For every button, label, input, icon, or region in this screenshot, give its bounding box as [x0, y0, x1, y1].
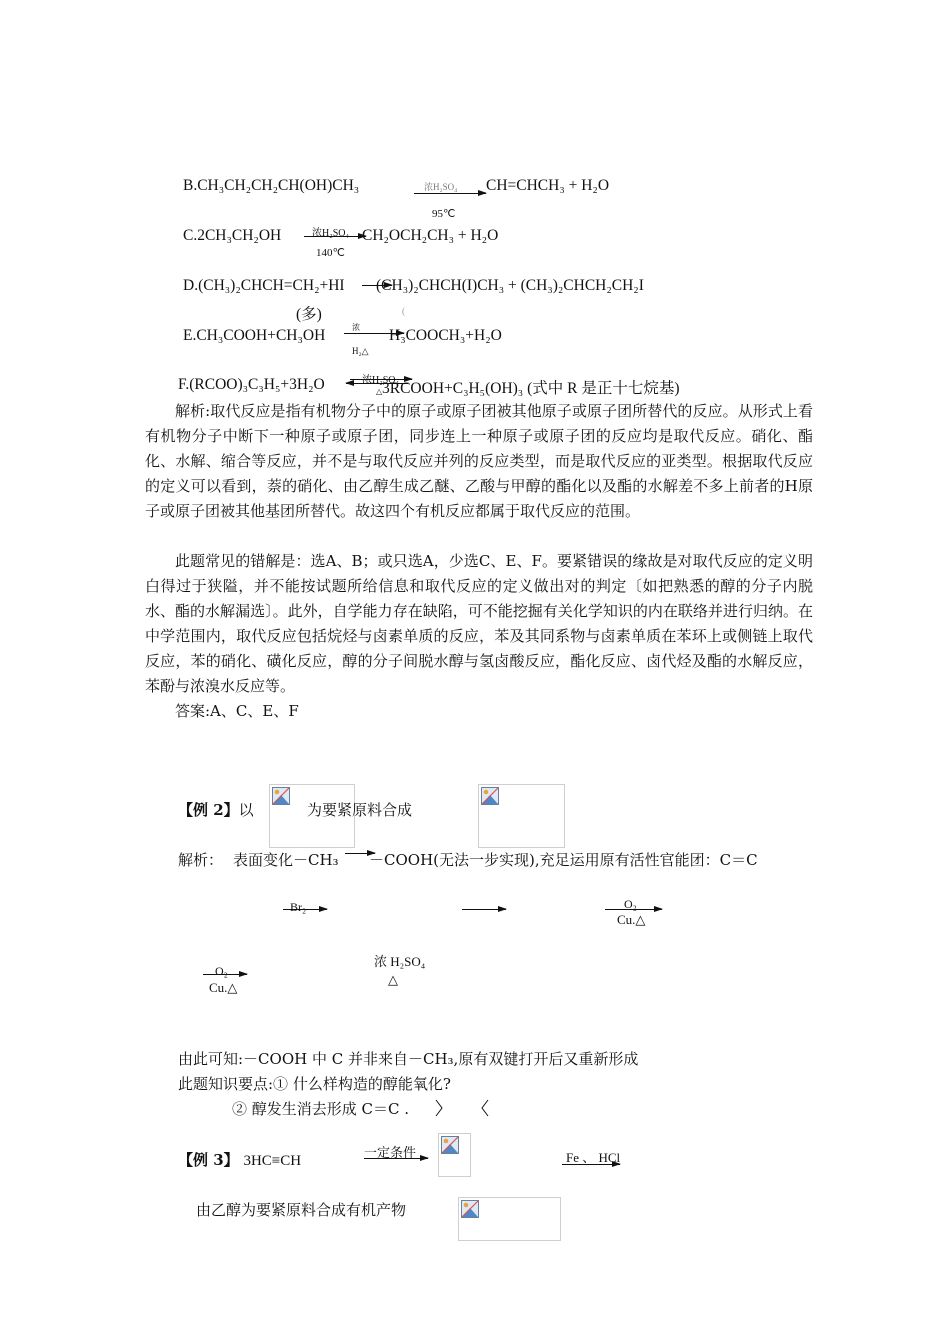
- example3-condition-1: 一定条件: [364, 1146, 417, 1161]
- example3-arrow-2: [562, 1164, 620, 1165]
- route-step1-arrow: [283, 909, 327, 910]
- example2-tag: [178, 799, 254, 820]
- route-step5-reagent: 浓 H₂SO₄: [374, 954, 426, 969]
- reaction-e-left: E.CH₃COOH+CH₃OH: [183, 327, 326, 344]
- bond-bracket-mark: [434, 1098, 494, 1120]
- example3-intermediate-image: [438, 1133, 471, 1177]
- reaction-b-right: CH=CHCH₃ + H₂O: [486, 177, 610, 194]
- example3-product-image: [458, 1197, 561, 1241]
- broken-image-icon: [481, 787, 499, 805]
- route-step3-reagent: O₂: [624, 897, 637, 911]
- reaction-d-minor-mark: (: [402, 306, 405, 316]
- broken-image-icon: [441, 1136, 459, 1154]
- example3-condition-2: Fe 、 HCl: [566, 1150, 621, 1165]
- route-step3-condition: Cu.△: [617, 912, 646, 927]
- example2-product-image: [478, 784, 565, 848]
- reaction-f-condition-above: 浓H₂SO₄: [362, 375, 399, 386]
- reaction-c-condition-above: 浓H₂SO₄: [312, 228, 349, 239]
- reaction-f-right: 3RCOOH+C₃H₅(OH)₃ (式中 R 是正十七烷基): [382, 380, 680, 397]
- example2-analysis-text-a: 表面变化－CH₃: [233, 851, 339, 869]
- analysis-paragraph-2: 此题常见的错解是：选A、B；或只选A，少选C、E、F。要紧错误的缘故是对取代反应的定义明白得过于狭隘，并不能按试题所给信息和取代反应的定义做出对的判定〔如把熟悉的醇的分子内脱水、酯的水解漏选〕。此外，自学能力存在缺陷，可不能挖掘有关化学知识的内在联络并进行归纳。在中学范围内，取代反应包括烷烃与卤素单质的反应，苯及其同系物与卤素单质在苯环上或侧链上取代反应，苯的硝化、磺化反应，醇的分子间脱水醇与氢卤酸反应，酯化反应、卤代烃及酯的水解反应，苯酚与浓溴水反应等。: [145, 552, 813, 695]
- reaction-c-left: C.2CH₃CH₂OH: [183, 227, 282, 244]
- route-step3-arrow: [605, 909, 662, 910]
- reaction-d-left: D.(CH₃)₂CHCH=CH₂+HI: [183, 277, 345, 294]
- example2-analysis-label: 解析：: [178, 851, 224, 869]
- reaction-b-condition-below: 95℃: [432, 208, 456, 220]
- reaction-d-right: (CH₃)₂CHCH(I)CH₃ + (CH₃)₂CHCH₂CH₂I: [376, 277, 644, 294]
- reaction-c-condition-below: 140℃: [316, 247, 345, 259]
- reaction-d-note: (多): [296, 306, 322, 323]
- reaction-b-arrow: [414, 193, 486, 194]
- example2-tag-label: 【例 2】: [178, 801, 239, 819]
- example2-pre: 以: [238, 801, 254, 819]
- route-step1-reagent: Br₂: [290, 900, 307, 914]
- example2-conclusion: 由此可知:－COOH 中 C 并非来自－CH₃,原有双键打开后又重新形成: [178, 1050, 639, 1068]
- reaction-e-right: H₃COOCH₃+H₂O: [389, 327, 502, 344]
- example3-tag: 【例 3】: [178, 1151, 239, 1169]
- example3-line: [178, 1149, 301, 1170]
- analysis-paragraph-1: 解析:取代反应是指有机物分子中的原子或原子团被其他原子或原子团所替代的反应。从形式上看有机物分子中断下一种原子或原子团，同步连上一种原子或原子团的反应均是取代反应。硝化、酯化、水解、缩合等反应，并不是与取代反应并列的反应类型，而是取代反应的亚类型。根据取代反应的定义可以看到，萘的硝化、由乙醇生成乙醚、乙酸与甲醇的酯化以及酯的水解差不多上前者的H原子或原子团被其他基团所替代。故这四个有机反应都属于取代反应的范围。: [145, 402, 813, 520]
- route-step4-reagent: O₂: [215, 964, 228, 978]
- reaction-b-condition-above: 浓H₂SO₄: [424, 182, 458, 192]
- route-step4-condition: Cu.△: [209, 980, 238, 995]
- example2-key-points: 此题知识要点:① 什么样构造的醇能氧化?: [178, 1075, 451, 1093]
- reaction-e-condition-above: 浓: [352, 323, 360, 332]
- reaction-c-right: CH₂OCH₂CH₃ + H₂O: [362, 227, 499, 244]
- reaction-c-arrow: [304, 236, 366, 237]
- example3-reactant: 3HC≡CH: [243, 1153, 302, 1169]
- broken-image-icon: [461, 1200, 479, 1218]
- reaction-f-left: F.(RCOO)₃C₃H₅+3H₂O: [178, 376, 325, 393]
- answer-line: 答案:A、C、E、F: [175, 702, 299, 720]
- broken-image-icon: [272, 787, 290, 805]
- example2-analysis-text-b: －COOH(无法一步实现),充足运用原有活性官能团：C＝C: [369, 851, 758, 869]
- example3-arrow-1: [364, 1158, 428, 1159]
- example2-key-point-2: ② 醇发生消去形成 C＝C .: [232, 1100, 410, 1118]
- example2-mid-text: 为要紧原料合成: [307, 801, 413, 819]
- route-step5-condition: △: [388, 972, 398, 987]
- reaction-f-condition-below: △: [376, 387, 383, 396]
- reaction-e-condition-below: H₂△: [352, 346, 369, 356]
- reaction-b-left: B.CH₃CH₂CH₂CH(OH)CH₃: [183, 177, 360, 194]
- route-step4-arrow: [203, 974, 247, 975]
- route-step2-arrow: [462, 909, 506, 910]
- example3-line-2: 由乙醇为要紧原料合成有机产物: [196, 1201, 407, 1219]
